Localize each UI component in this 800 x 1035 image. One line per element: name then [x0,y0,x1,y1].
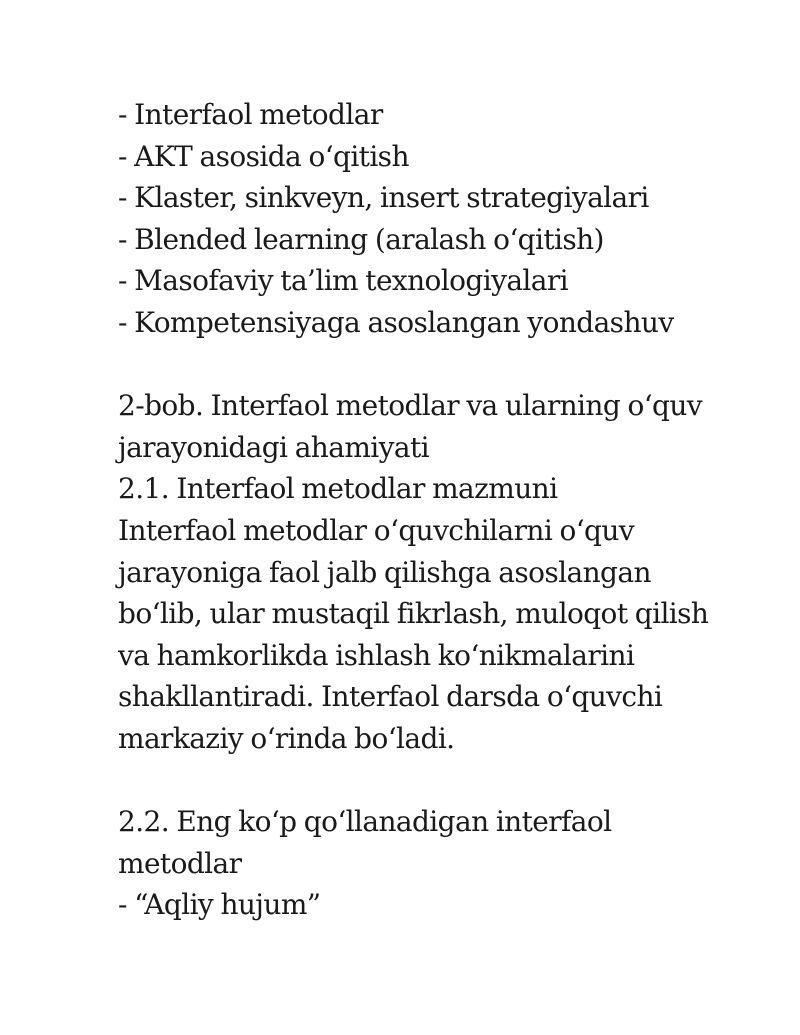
chapter-title-line: 2-bob. Interfaol metodlar va ularning o‘quv [118,389,702,423]
list-item: - AKT asosida o‘qitish [118,139,409,173]
paragraph-line: jarayoniga faol jalb qilishga asoslangan [118,555,651,589]
list-item: - Masofaviy ta’lim texnologiyalari [118,264,569,298]
section-2-1-paragraph [118,510,768,760]
paragraph-line: va hamkorlikda ishlash ko‘nikmalarini [118,638,635,672]
section-heading-2-2 [118,801,768,884]
paragraph-line: shakllantiradi. Interfaol darsda o‘quvchi [118,680,663,714]
section-heading-2-1: 2.1. Interfaol metodlar mazmuni [118,472,558,506]
list-item: - Blended learning (aralash o‘qitish) [118,222,604,256]
paragraph-line: bo‘lib, ular mustaqil fikrlash, muloqot qilish [118,597,709,631]
list-item: - Klaster, sinkveyn, insert strategiyalari [118,181,649,215]
list-item: - “Aqliy hujum” [118,888,321,922]
section-2-2-list [118,884,768,926]
document-page [118,94,768,926]
paragraph-line: markaziy o‘rinda bo‘ladi. [118,721,455,755]
chapter-title [118,385,768,468]
list-item: - Interfaol metodlar [118,98,383,131]
section-heading-line: metodlar [118,846,242,880]
list-item: - Kompetensiyaga asoslangan yondashuv [118,305,674,339]
paragraph-gap [118,344,768,386]
methods-list [118,94,768,344]
section-heading-line: 2.2. Eng ko‘p qo‘llanadigan interfaol [118,805,612,839]
chapter-title-line: jarayonidagi ahamiyati [118,430,429,464]
paragraph-line: Interfaol metodlar o‘quvchilarni o‘quv [118,513,635,547]
paragraph-gap [118,760,768,802]
